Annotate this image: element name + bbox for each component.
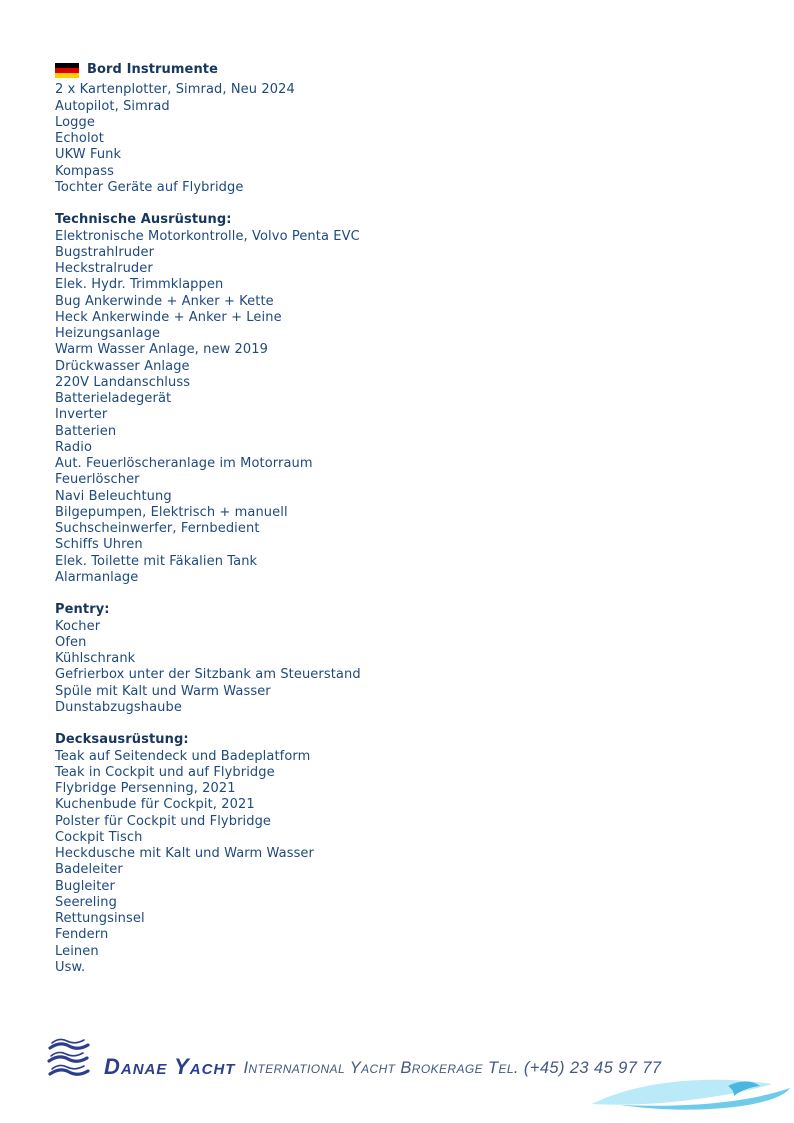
footer-tagline: International Yacht Brokerage Tel. (+45) 23 45 97 77	[243, 1059, 662, 1077]
spec-line: Inverter	[55, 407, 108, 423]
spec-line: Echolot	[55, 131, 104, 146]
section	[55, 62, 655, 196]
spec-line: UKW Funk	[55, 147, 122, 163]
spec-line: Autopilot, Simrad	[55, 98, 170, 114]
section	[55, 212, 655, 586]
footer	[46, 1036, 661, 1078]
spec-line: Ofen	[55, 634, 87, 650]
section-title-text: Pentry:	[55, 602, 110, 618]
spec-line: Rettungsinsel	[55, 911, 145, 926]
spec-line: Elektronische Motorkontrolle, Volvo Penta EVC	[55, 228, 360, 244]
spec-line: Batterien	[55, 423, 117, 439]
flag-stripe	[55, 73, 79, 78]
spec-line: Flybridge Persenning, 2021	[55, 781, 236, 796]
spec-line: Dunstabzugshaube	[55, 699, 182, 715]
spec-line: Schiffs Uhren	[55, 537, 143, 553]
spec-line: Usw.	[55, 959, 86, 975]
spec-line: Warm Wasser Anlage, new 2019	[55, 342, 269, 358]
section	[55, 602, 655, 716]
spec-line: Radio	[55, 439, 93, 455]
spec-line: Spüle mit Kalt und Warm Wasser	[55, 683, 271, 699]
spec-line: Elek. Toilette mit Fäkalien Tank	[55, 553, 258, 569]
spec-line: Bugleiter	[55, 878, 115, 894]
section-title-text: Bord Instrumente	[87, 62, 219, 77]
section-title-text: Technische Ausrüstung:	[55, 212, 232, 228]
spec-line: Heckdusche mit Kalt und Warm Wasser	[55, 846, 314, 861]
section-title	[55, 212, 655, 228]
spec-line: Kocher	[55, 618, 101, 634]
waves-logo-icon	[46, 1036, 94, 1078]
spec-line: Bilgepumpen, Elektrisch + manuell	[55, 504, 288, 520]
spec-line: Polster für Cockpit und Flybridge	[55, 813, 272, 829]
spec-line: Kühlschrank	[55, 651, 136, 666]
spec-line: Bug Ankerwinde + Anker + Kette	[55, 293, 274, 309]
spec-line: Drückwasser Anlage	[55, 358, 190, 374]
spec-line: Seereling	[55, 894, 117, 910]
spec-line: Feuerlöscher	[55, 472, 140, 488]
spec-list	[55, 62, 655, 976]
spec-line: Teak in Cockpit und auf Flybridge	[55, 764, 275, 780]
spec-line: Kompass	[55, 163, 114, 179]
spec-line: Bugstrahlruder	[55, 244, 155, 260]
spec-line: Suchscheinwerfer, Fernbedient	[55, 521, 260, 536]
spec-line: Teak auf Seitendeck und Badeplatform	[55, 748, 311, 764]
spec-line: Leinen	[55, 943, 99, 959]
spec-line: Badeleiter	[55, 862, 123, 878]
wave-swoosh-graphic	[590, 1074, 794, 1120]
spec-line: Navi Beleuchtung	[55, 488, 172, 504]
spec-line: Heck Ankerwinde + Anker + Leine	[55, 309, 282, 325]
spec-line: Elek. Hydr. Trimmklappen	[55, 277, 224, 293]
spec-line: Heckstralruder	[55, 261, 153, 276]
section-title	[55, 602, 655, 618]
spec-line: Logge	[55, 114, 95, 130]
spec-line: Gefrierbox unter der Sitzbank am Steuerstand	[55, 667, 361, 683]
section-title-text: Decksausrüstung:	[55, 732, 189, 748]
spec-line: 220V Landanschluss	[55, 374, 191, 390]
section	[55, 732, 655, 976]
spec-line: 2 x Kartenplotter, Simrad, Neu 2024	[55, 82, 295, 98]
spec-line: Cockpit Tisch	[55, 829, 143, 845]
section-title	[55, 62, 655, 78]
spec-line: Fendern	[55, 927, 109, 943]
spec-line: Alarmanlage	[55, 569, 139, 585]
german-flag-icon	[55, 63, 79, 78]
spec-line: Kuchenbude für Cockpit, 2021	[55, 797, 255, 813]
spec-line: Tochter Geräte auf Flybridge	[55, 179, 244, 195]
spec-line: Heizungsanlage	[55, 326, 161, 341]
spec-line: Aut. Feuerlöscheranlage im Motorraum	[55, 456, 313, 471]
spec-line: Batterieladegerät	[55, 391, 172, 406]
brand-name: Danae Yacht	[104, 1054, 236, 1079]
section-title	[55, 732, 655, 748]
